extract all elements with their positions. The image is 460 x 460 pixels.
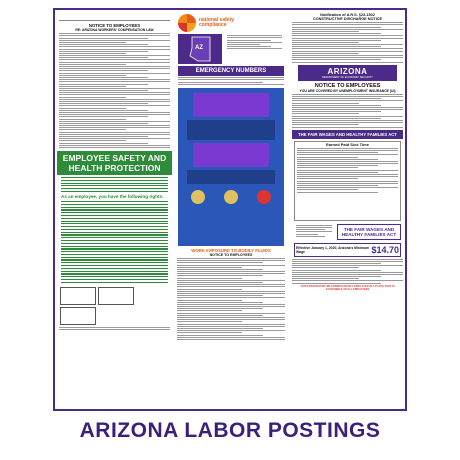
bodily-fluids-text (177, 258, 285, 340)
des-logo (298, 65, 397, 81)
panel-info-box (193, 93, 269, 117)
min-wage-label: Effective January 1, 2020, Arizona's Minimum Wage (296, 245, 370, 254)
fwhf-box-text: THE FAIR WAGES AND HEALTHY FAMILIES ACT (341, 226, 397, 237)
arizona-map (178, 34, 222, 64)
discharge-title: Notification of A.R.S. §23-1502 (320, 13, 375, 17)
rights-text (57, 201, 172, 283)
poster-frame (53, 8, 407, 411)
panel-info-box-2 (187, 120, 275, 140)
fwhf-box-row (294, 224, 401, 240)
fwhf-box (337, 224, 401, 240)
bodily-fluids-subtitle: NOTICE TO EMPLOYEES (209, 252, 253, 257)
panel-info-box-3 (193, 143, 269, 167)
left-column (57, 12, 172, 407)
employer-line (59, 12, 170, 21)
seal-icon (191, 190, 205, 204)
panel-seals (181, 190, 281, 204)
fwhf-section (294, 141, 401, 221)
seal-icon (257, 190, 271, 204)
earned-sick-text (297, 148, 398, 193)
state-code: AZ (195, 45, 203, 51)
workers-comp-text (59, 33, 170, 148)
discharge-text (292, 22, 403, 62)
ui-notice-subtitle: YOU ARE COVERED BY UNEMPLOYMENT INSURANCE (UI) (299, 88, 396, 93)
address-box (60, 287, 96, 305)
office-addresses (59, 286, 170, 326)
middle-column (175, 12, 287, 407)
safety-health-banner: EMPLOYEE SAFETY AND HEALTH PROTECTION (57, 151, 172, 175)
safety-intro-text (57, 177, 172, 192)
posting-note: THIS POSTER MUST BE CONSPICUOUSLY DISPLAYED IN A PLACE THAT IS ACCESSIBLE TO ALL EMPLOYEES (300, 284, 395, 291)
emergency-title: EMERGENCY NUMBERS (178, 66, 284, 76)
min-wage-amount: $14.70 (371, 244, 399, 255)
fwhf-title: THE FAIR WAGES AND HEALTHY FAMILIES ACT (292, 130, 403, 139)
address-box (60, 307, 96, 325)
brand-name: national safety compliance (199, 17, 235, 28)
ui-notice-text (292, 94, 403, 128)
workers-comp-title: NOTICE TO EMPLOYEES (88, 23, 141, 28)
state-block (178, 34, 284, 64)
brand-block (178, 14, 284, 32)
des-logo-text: ARIZONA (327, 66, 368, 76)
ui-notice-title: NOTICE TO EMPLOYEES (314, 82, 381, 89)
workers-comp-subtitle: RE: ARIZONA WORKERS' COMPENSATION LAW (75, 28, 154, 32)
rights-heading: As an employee, you have the following rights: (61, 194, 164, 200)
earned-sick-title: Earned Paid Sick Time (326, 141, 369, 147)
fwhf-side-text (296, 224, 332, 240)
brand-logo-icon (178, 14, 196, 32)
page-title: ARIZONA LABOR POSTINGS (79, 419, 381, 442)
bodily-fluids-title: WORK EXPOSURE TO BODILY FLUIDS (191, 247, 271, 253)
state-info-text (227, 34, 282, 64)
footer-text (59, 327, 170, 330)
emergency-fields (178, 77, 284, 85)
panel-info-box-4 (187, 170, 275, 184)
des-logo-sub: DEPARTMENT OF ECONOMIC SECURITY (322, 75, 373, 79)
min-wage-text (292, 259, 403, 284)
min-wage-box (294, 243, 401, 257)
seal-icon (224, 190, 238, 204)
right-column (290, 12, 405, 407)
discharge-subtitle: CONSTRUCTIVE DISCHARGE NOTICE (312, 17, 383, 21)
address-box (98, 287, 134, 305)
middle-blue-panel (178, 88, 284, 246)
